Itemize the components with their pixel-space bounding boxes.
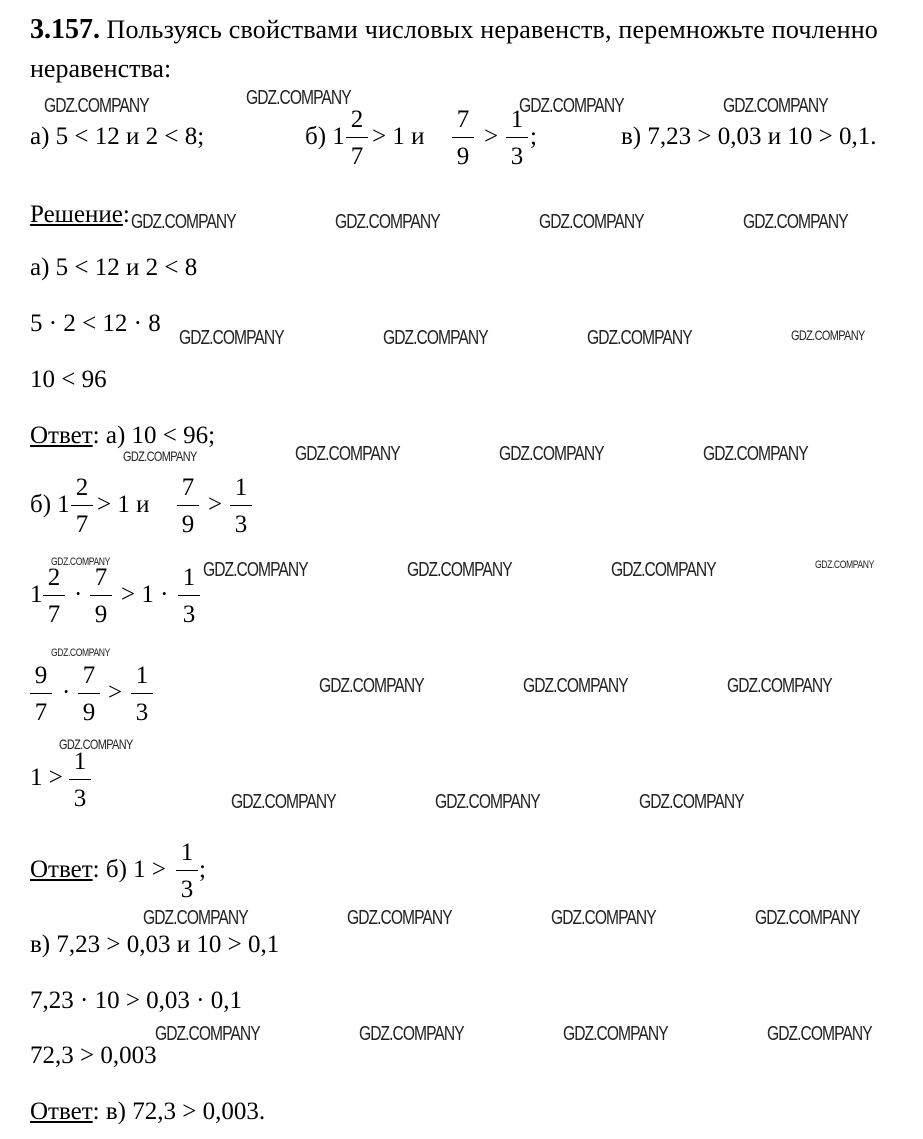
- watermark: GDZ.COMPANY: [51, 647, 110, 659]
- watermark: GDZ.COMPANY: [727, 675, 832, 697]
- solution-b-line3-gt: >: [108, 679, 123, 706]
- watermark: GDZ.COMPANY: [587, 327, 692, 349]
- solution-v-line2: 7,23 · 10 > 0,03 · 0,1: [30, 987, 242, 1014]
- solution-heading: Решение:: [30, 201, 130, 228]
- problem-item-b-prefix: б) 1: [305, 123, 345, 150]
- solution-b4-frac-1-3: 1 3: [69, 749, 91, 811]
- watermark: GDZ.COMPANY: [551, 907, 656, 929]
- solution-b1-frac-1-3: 1 3: [230, 475, 252, 537]
- solution-b2-frac-1-3: 1 3: [178, 565, 200, 627]
- solution-b1-frac-7-9: 7 9: [177, 475, 199, 537]
- watermark: GDZ.COMPANY: [383, 327, 488, 349]
- watermark: GDZ.COMPANY: [743, 211, 848, 233]
- solution-a-line3: 10 < 96: [30, 366, 107, 393]
- watermark: GDZ.COMPANY: [815, 559, 874, 571]
- solution-b-line2-rest: > 1 ·: [121, 581, 169, 608]
- watermark: GDZ.COMPANY: [347, 907, 452, 929]
- watermark: GDZ.COMPANY: [51, 556, 110, 568]
- watermark: GDZ.COMPANY: [179, 327, 284, 349]
- solution-b-line1-gt: >: [208, 491, 223, 518]
- solution-a-line1: а) 5 < 12 и 2 < 8: [30, 254, 198, 281]
- problem-b-frac-2-7: 2 7: [346, 107, 368, 169]
- solution-b2-frac-7-9: 7 9: [90, 565, 112, 627]
- solution-a-line2: 5 · 2 < 12 · 8: [30, 310, 161, 337]
- solution-b2-frac-2-7: 2 7: [43, 565, 65, 627]
- solution-b-line1-prefix: б) 1: [30, 491, 70, 518]
- watermark: GDZ.COMPANY: [519, 95, 624, 117]
- solution-b1-frac-2-7: 2 7: [71, 475, 93, 537]
- problem-b-frac-7-9: 7 9: [452, 107, 474, 169]
- answer-a: Ответ: а) 10 < 96;: [30, 422, 216, 449]
- watermark: GDZ.COMPANY: [59, 736, 133, 752]
- watermark: GDZ.COMPANY: [563, 1023, 668, 1045]
- watermark: GDZ.COMPANY: [319, 675, 424, 697]
- watermark: GDZ.COMPANY: [499, 443, 604, 465]
- watermark: GDZ.COMPANY: [203, 559, 308, 581]
- solution-v-line1: в) 7,23 > 0,03 и 10 > 0,1: [30, 931, 280, 958]
- watermark: GDZ.COMPANY: [791, 327, 865, 343]
- watermark: GDZ.COMPANY: [767, 1023, 872, 1045]
- solution-b-line4: 1 >: [30, 764, 63, 791]
- watermark: GDZ.COMPANY: [703, 443, 808, 465]
- problem-text-line1: Пользуясь свойствами числовых неравенств, перемножьте почленно: [106, 15, 879, 44]
- watermark: GDZ.COMPANY: [335, 211, 440, 233]
- watermark: GDZ.COMPANY: [231, 791, 336, 813]
- watermark: GDZ.COMPANY: [246, 87, 351, 109]
- answer-b-frac-1-3: 1 3: [176, 840, 198, 902]
- solution-b3-frac-1-3: 1 3: [131, 663, 153, 725]
- solution-b3-frac-9-7: 9 7: [30, 663, 52, 725]
- watermark: GDZ.COMPANY: [131, 211, 236, 233]
- answer-b: Ответ: б) 1 >: [30, 856, 167, 883]
- watermark: GDZ.COMPANY: [723, 95, 828, 117]
- problem-number: 3.157.: [30, 14, 100, 45]
- answer-v: Ответ: в) 72,3 > 0,003.: [30, 1098, 266, 1125]
- solution-b-line2-one: 1: [30, 581, 43, 608]
- watermark: GDZ.COMPANY: [155, 1023, 260, 1045]
- problem-item-b-gt: >: [484, 123, 499, 150]
- problem-item-a: а) 5 < 12 и 2 < 8;: [30, 123, 205, 150]
- watermark: GDZ.COMPANY: [295, 443, 400, 465]
- watermark: GDZ.COMPANY: [755, 907, 860, 929]
- solution-v-line3: 72,3 > 0,003: [30, 1042, 157, 1069]
- answer-b-semicolon: ;: [199, 856, 206, 883]
- solution-b-line1-mid: > 1 и: [97, 491, 150, 518]
- watermark: GDZ.COMPANY: [611, 559, 716, 581]
- solution-b3-frac-7-9: 7 9: [78, 663, 100, 725]
- problem-item-b-semicolon: ;: [530, 123, 537, 150]
- watermark: GDZ.COMPANY: [407, 559, 512, 581]
- problem-b-frac-1-3: 1 3: [506, 107, 528, 169]
- problem-title-line: [30, 16, 878, 44]
- watermark: GDZ.COMPANY: [123, 448, 197, 464]
- watermark: GDZ.COMPANY: [435, 791, 540, 813]
- problem-item-b-mid: > 1 и: [372, 123, 425, 150]
- solution-b-line2-dot: ·: [74, 581, 83, 608]
- watermark: GDZ.COMPANY: [639, 791, 744, 813]
- problem-item-v: в) 7,23 > 0,03 и 10 > 0,1.: [621, 123, 877, 150]
- watermark: GDZ.COMPANY: [359, 1023, 464, 1045]
- watermark: GDZ.COMPANY: [44, 95, 149, 117]
- problem-text-line2: неравенства:: [30, 54, 172, 83]
- solution-b-line3-dot: ·: [62, 679, 71, 706]
- watermark: GDZ.COMPANY: [143, 907, 248, 929]
- watermark: GDZ.COMPANY: [539, 211, 644, 233]
- watermark: GDZ.COMPANY: [523, 675, 628, 697]
